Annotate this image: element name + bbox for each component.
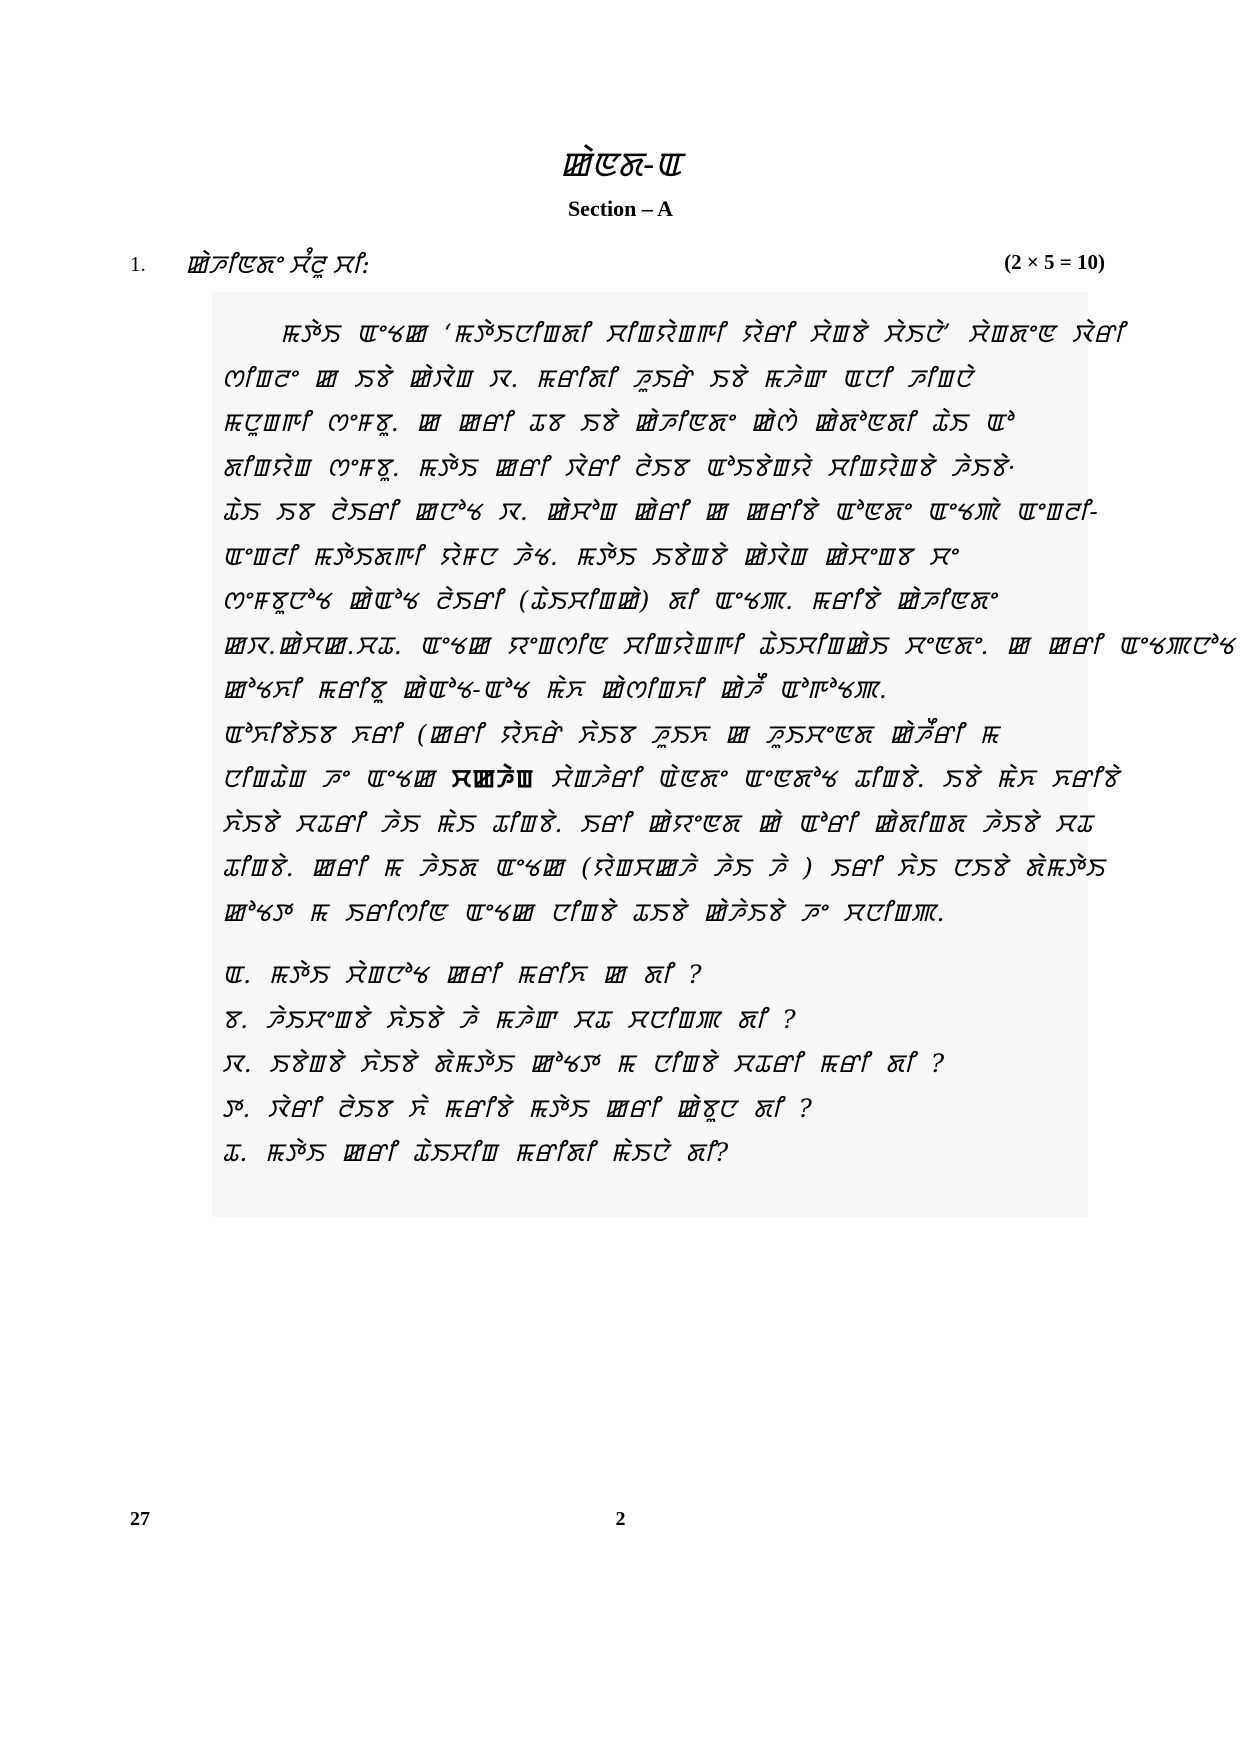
section-title: Section – A xyxy=(567,196,674,221)
passage-line: ꯀꯣꯠꯇ ꯃ ꯏꯔꯤꯁꯤꯟ ꯑꯦꯠꯀ ꯅꯤꯡꯕꯥ ꯊꯏꯕꯥ ꯀꯥꯍꯥꯏꯕꯥ ꯍꯦ ꯆꯅꯤꯡꯄ. xyxy=(222,897,946,927)
passage-text xyxy=(222,312,1235,935)
sub-question: ꯑ. ꯃꯇꯥꯏ ꯆꯥꯡꯅꯣꯠ ꯀꯔꯤ ꯃꯔꯤꯈ ꯀ ꯗꯤ ? xyxy=(222,960,703,989)
question-marks: (2 × 5 = 10) xyxy=(1004,250,1105,274)
question-number: 1. xyxy=(130,252,146,276)
footer-paper-code: 27 xyxy=(130,1508,150,1530)
question-instruction: ꯀꯥꯍꯤꯟꯗꯦ ꯆꯪꯂꯨ ꯆꯤ: xyxy=(185,250,370,279)
passage-line: ꯑꯣꯈꯤꯕꯥꯏꯕ ꯈꯔꯤ (ꯀꯔꯤ ꯌꯥꯈꯔꯥ ꯈꯥꯏꯕ ꯍꯨꯏꯈ ꯀ ꯍꯨꯏꯆꯦꯟꯗ ꯀꯥꯍꯩꯔꯤ ꯃ xyxy=(222,719,1000,749)
passage-bold-word: ꯆꯀꯍꯥꯡ xyxy=(451,764,535,793)
footer-page-number: 2 xyxy=(615,1508,626,1530)
passage-line: ꯊꯥꯏ ꯏꯕ ꯂꯥꯏꯔꯤ ꯀꯅꯣꯠ ꯋ. ꯀꯥꯆꯣꯡ ꯀꯥꯔꯤ ꯀ ꯀꯔꯤꯕꯥ ꯑꯣꯟꯗꯦ ꯑꯦꯠꯄꯥ ꯑꯦꯡꯂꯤ- xyxy=(222,497,1099,526)
passage-line: ꯈꯥꯏꯕꯥ ꯆꯊꯔꯤ ꯍꯥꯏ ꯃꯥꯏ ꯊꯤꯡꯕꯥ. ꯏꯔꯤ ꯀꯥꯌꯦꯟꯗ ꯀꯥ ꯑꯣꯔꯤ ꯀꯥꯗꯤꯡꯗ ꯍꯥꯏꯕꯥ ꯆꯊ xyxy=(222,808,1093,838)
passage-line-part: ꯆꯥꯡꯍꯥꯔꯤ ꯑꯥꯟꯗꯦ ꯑꯦꯟꯗꯣꯠ ꯊꯤꯡꯕꯥ. ꯏꯕꯥ ꯃꯥꯈ ꯈꯔꯤꯕꯥ xyxy=(550,764,1120,793)
passage-line: ꯀꯋ.ꯀꯥꯆꯀ.ꯆꯊ. ꯑꯦꯠꯀ ꯌꯦꯡꯁꯤꯟ ꯆꯤꯡꯌꯥꯡꯒꯤ ꯊꯥꯏꯆꯤꯡꯀꯥꯏ ꯆꯦꯟꯗꯦ. ꯀ ꯀꯔꯤ ꯑꯦꯠꯄꯅꯣꯠ xyxy=(222,630,1235,660)
passage-line-part: ꯅꯤꯡꯊꯥꯡ ꯍꯦ ꯑꯦꯠꯀ xyxy=(222,764,452,793)
sub-question: ꯋ. ꯏꯕꯥꯡꯕꯥ ꯈꯥꯏꯕꯥ ꯗꯥꯃꯇꯥꯏ ꯀꯣꯠꯇ ꯃ ꯅꯤꯡꯕꯥ ꯆꯊꯔꯤ ꯃꯔꯤ ꯗꯤ ? xyxy=(222,1049,946,1078)
passage-line-with-bold xyxy=(222,757,1120,802)
passage-line: ꯑꯦꯡꯂꯤ ꯃꯇꯥꯏꯗꯒꯤ ꯌꯥꯝꯅ ꯍꯥꯠ. ꯃꯇꯥꯏ ꯏꯕꯥꯡꯕꯥ ꯀꯥꯋꯥꯡ ꯀꯥꯆꯦꯡꯕ ꯆꯦ xyxy=(222,541,958,571)
passage-line: ꯀꯣꯠꯈꯤ ꯃꯔꯤꯕꯨ ꯀꯥꯑꯣꯠ-ꯑꯣꯠ ꯃꯥꯈ ꯀꯥꯁꯤꯡꯈꯤ ꯀꯥꯍꯩ ꯑꯣꯒꯣꯠꯄ. xyxy=(222,675,888,704)
passage-line: ꯃꯅꯨꯡꯒꯤ ꯁꯦꯝꯕꯨ. ꯀ ꯀꯔꯤ ꯊꯕ ꯏꯕꯥ ꯀꯥꯍꯤꯟꯗꯦ ꯀꯥꯁꯥ ꯀꯥꯗꯣꯟꯗꯤ ꯊꯥꯏ ꯑꯣ xyxy=(222,408,1013,437)
passage-line: ꯁꯤꯡꯂꯦ ꯀ ꯏꯕꯥ ꯀꯥꯋꯥꯡ ꯋ. ꯃꯔꯤꯗꯤ ꯍꯨꯏꯔꯥ ꯏꯕꯥ ꯃꯍꯥꯛ ꯑꯅꯤ ꯍꯤꯡꯅꯥ xyxy=(222,363,974,393)
sub-question: ꯇ. ꯋꯥꯔꯤ ꯂꯥꯏꯕ ꯈꯥ ꯃꯔꯤꯕꯥ ꯃꯇꯥꯏ ꯀꯔꯤ ꯀꯥꯕꯨꯅ ꯗꯤ ? xyxy=(222,1093,814,1123)
sub-questions xyxy=(222,953,1078,1176)
passage-line: ꯁꯦꯝꯕꯨꯅꯣꯠ ꯀꯥꯑꯣꯠ ꯂꯥꯏꯔꯤ (ꯊꯥꯏꯆꯤꯡꯀꯥ) ꯗꯤ ꯑꯦꯠꯄ. ꯃꯔꯤꯕꯥ ꯀꯥꯍꯤꯟꯗꯦ xyxy=(222,586,997,615)
passage-line: ꯊꯤꯡꯕꯥ. ꯀꯔꯤ ꯃ ꯍꯥꯏꯗ ꯑꯦꯠꯀ (ꯌꯥꯡꯆꯀꯍꯥ ꯍꯥꯏ ꯍꯥ ) ꯏꯔꯤ ꯈꯥꯏ ꯅꯏꯕꯥ ꯗꯥꯃꯇꯥꯏ xyxy=(222,853,1105,882)
passage-line: ꯃꯇꯥꯏ ꯑꯦꯠꯀ ‘ꯃꯇꯥꯏꯅꯤꯡꯗꯤ ꯆꯤꯡꯌꯥꯡꯒꯤ ꯌꯥꯔꯤ ꯆꯥꯡꯕꯥ ꯆꯥꯏꯅꯥ’ ꯆꯥꯡꯗꯦꯟ ꯋꯥꯔꯤ xyxy=(280,319,1125,348)
passage-line: ꯗꯤꯡꯌꯥꯡ ꯁꯦꯝꯕꯨ. ꯃꯇꯥꯏ ꯀꯔꯤ ꯋꯥꯔꯤ ꯂꯥꯏꯕ ꯑꯣꯏꯕꯥꯡꯌꯥ ꯆꯤꯡꯌꯥꯡꯕꯥ ꯍꯥꯏꯕꯥ· xyxy=(222,452,1017,482)
section-heading-script: ꯀꯥꯟꯗ-ꯑ xyxy=(559,145,682,185)
sub-question: ꯕ. ꯍꯥꯏꯆꯦꯡꯕꯥ ꯈꯥꯏꯕꯥ ꯍꯥ ꯃꯍꯥꯛ ꯆꯊ ꯆꯅꯤꯡꯄ ꯗꯤ ? xyxy=(222,1004,797,1034)
sub-question: ꯊ. ꯃꯇꯥꯏ ꯀꯔꯤ ꯊꯥꯏꯆꯤꯡ ꯃꯔꯤꯗꯤ ꯃꯥꯏꯅꯥ ꯗꯤ? xyxy=(222,1138,730,1167)
